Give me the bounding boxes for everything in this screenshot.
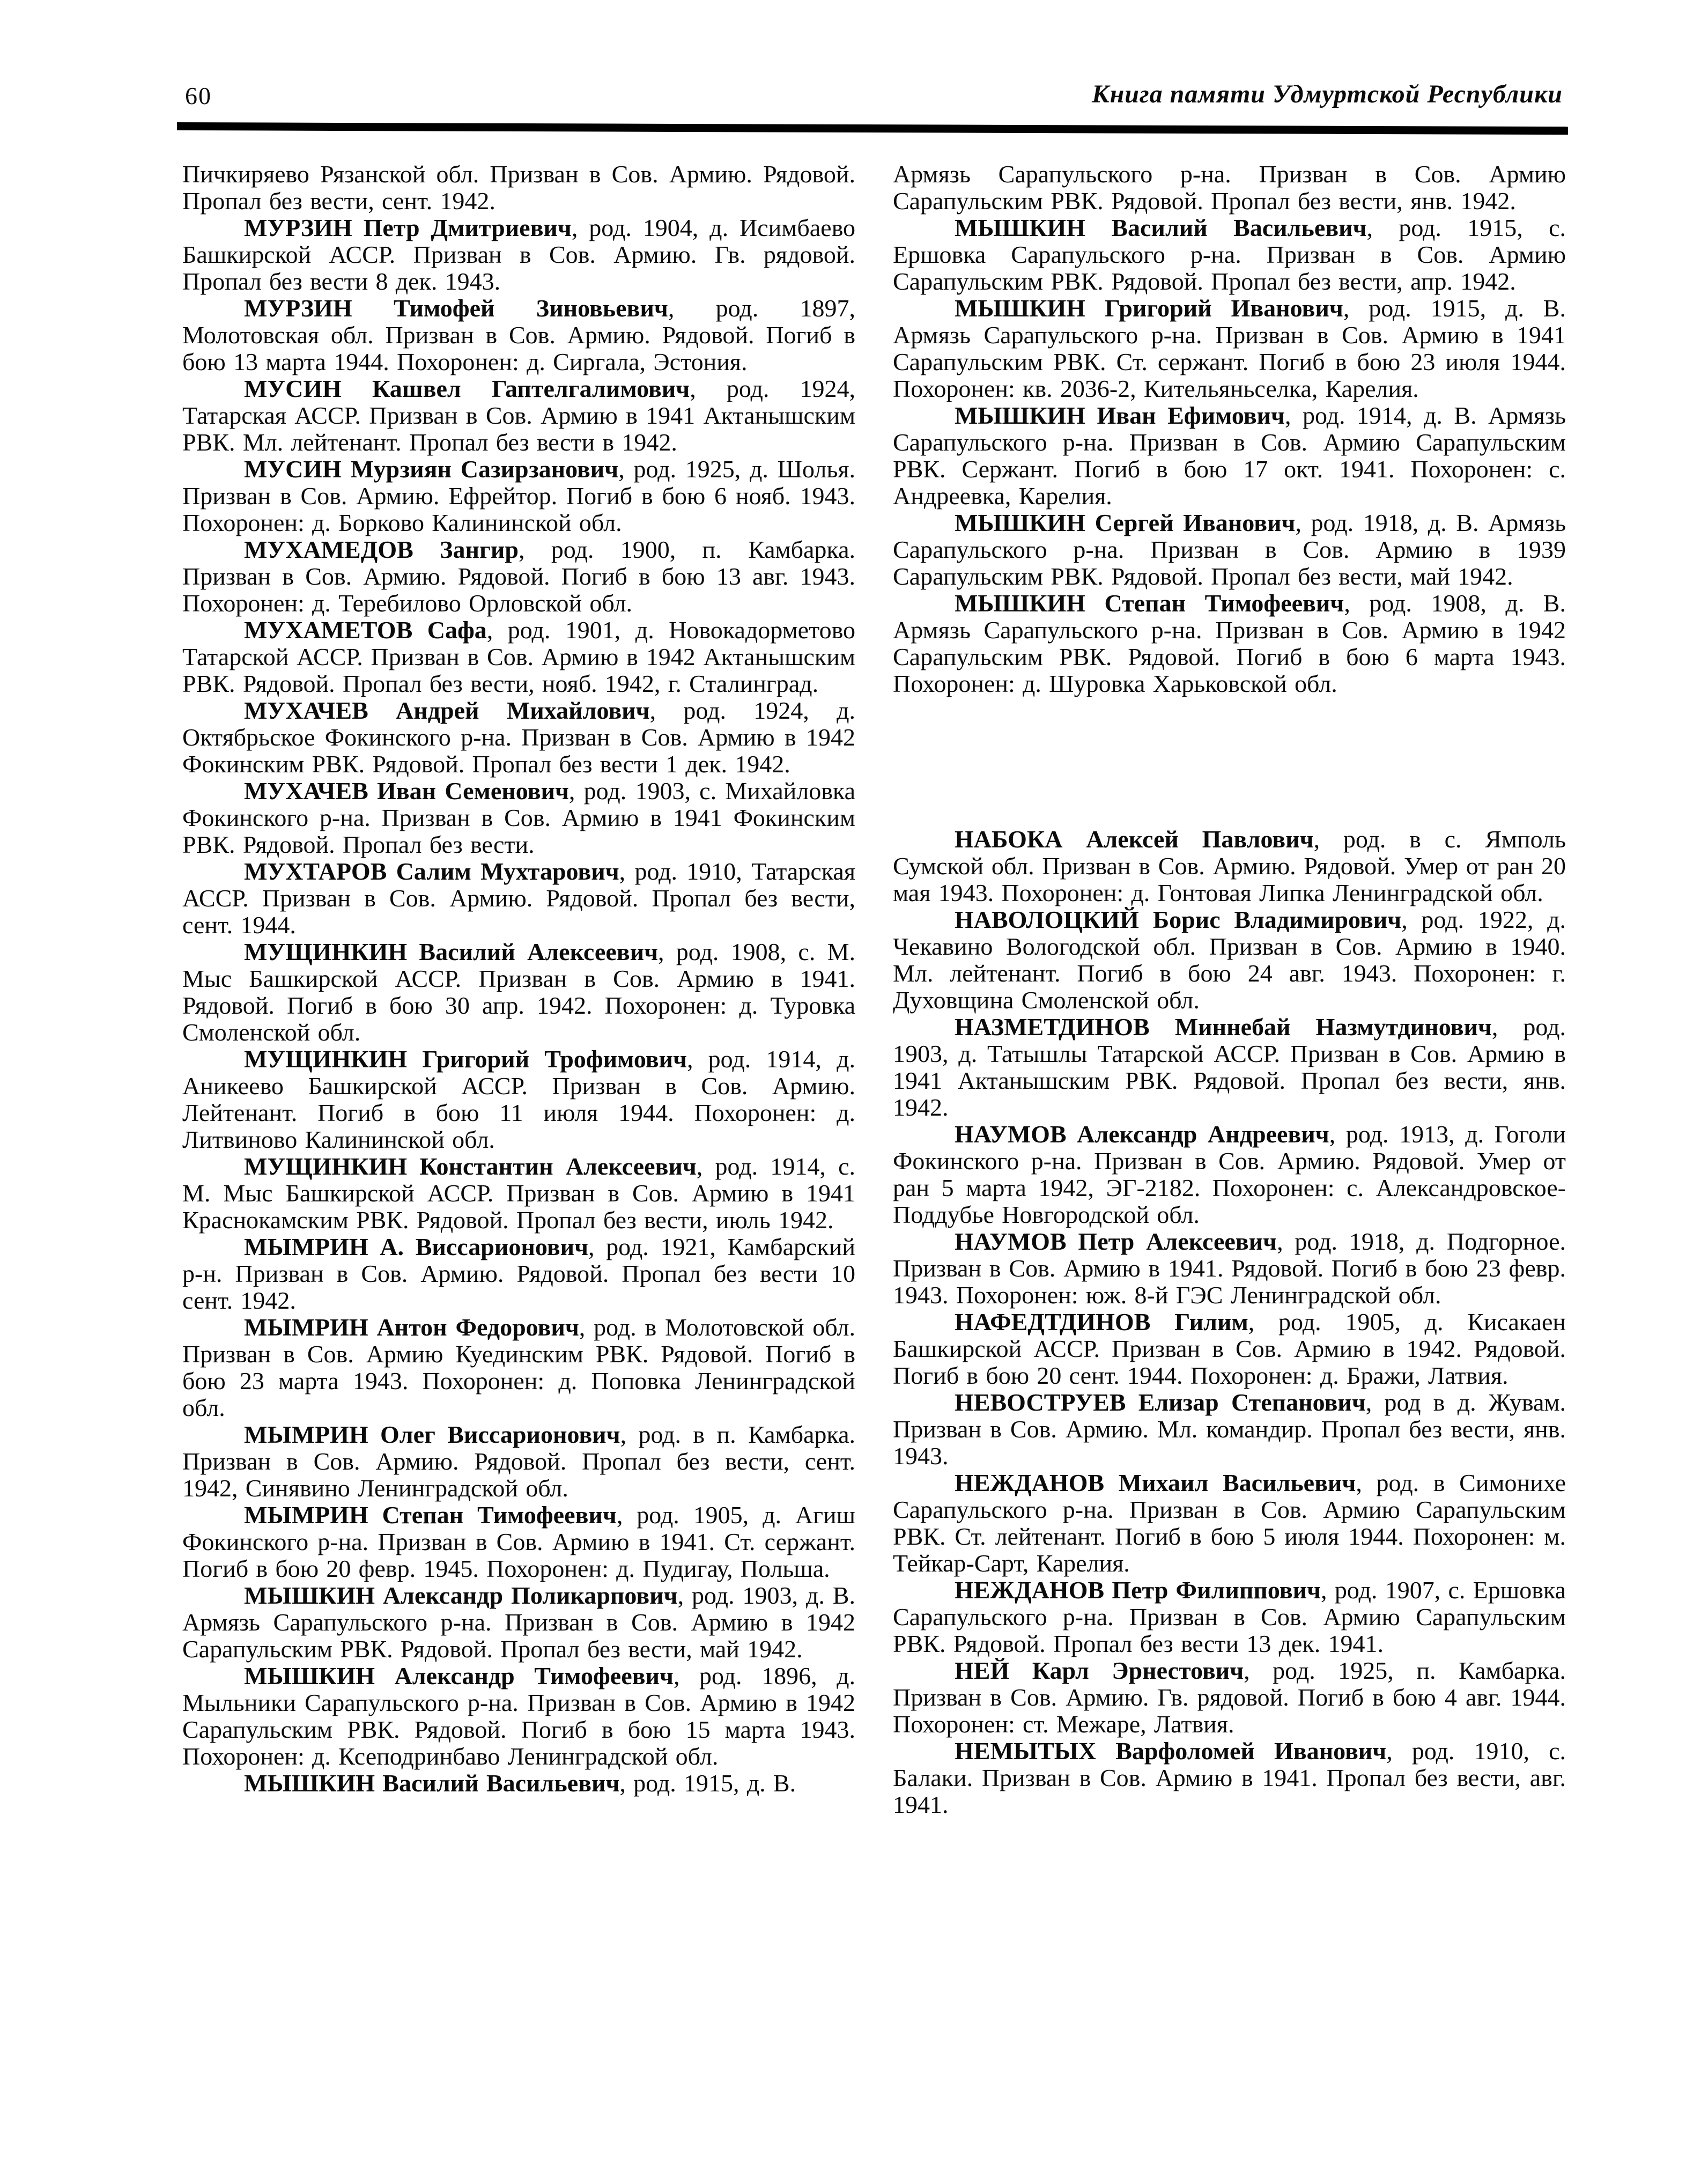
memorial-entry: НЕВОСТРУЕВ Елизар Степанович, род в д. Жувам. Призван в Сов. Армию. Мл. командир. Пропал без вести, янв. 1943. <box>893 1389 1566 1470</box>
running-title: Книга памяти Удмуртской Республики <box>1092 80 1563 108</box>
entry-name: НЕВОСТРУЕВ Елизар Степанович <box>955 1389 1366 1416</box>
memorial-entry: МУХАМЕТОВ Сафа, род. 1901, д. Новокадорметово Татарской АССР. Призван в Сов. Армию в 1942 Актанышским РВК. Рядовой. Пропал без вести, нояб. 1942, г. Сталинград. <box>182 616 855 697</box>
memorial-entry: МЫШКИН Василий Васильевич, род. 1915, д. В. <box>244 1769 796 1797</box>
entry-name: МУХАЧЕВ Иван Семенович <box>244 777 569 805</box>
entry-name: НЕМЫТЫХ Варфоломей Иванович <box>955 1737 1387 1765</box>
entry-name: МУРЗИН Тимофей Зиновьевич <box>244 294 668 322</box>
memorial-entry: МУХАМЕДОВ Зангир, род. 1900, п. Камбарка. Призван в Сов. Армию. Рядовой. Погиб в бою 13 авг. 1943. Похоронен: д. Теребилово Орловской обл. <box>182 536 856 617</box>
memorial-entry: Армязь Сарапульского р-на. Призван в Сов. Армию Сарапульским РВК. Рядовой. Пропал без вести, янв. 1942. <box>893 160 1566 215</box>
entry-name: МУХАЧЕВ Андрей Михайлович <box>244 697 650 724</box>
entry-name: МЫМРИН Антон Федорович <box>244 1314 579 1341</box>
memorial-entry: МЫШКИН Сергей Иванович, род. 1918, д. В. Армязь Сарапульского р-на. Призван в Сов. Армию в 1939 Сарапульским РВК. Рядовой. Пропал без вести, май 1942. <box>893 509 1566 590</box>
memorial-entry: НАВОЛОЦКИЙ Борис Владимирович, род. 1922, д. Чекавино Вологодской обл. Призван в Сов. Армию в 1940. Мл. лейтенант. Погиб в бою 24 авг. 1943. Похоронен: г. Духовщина Смоленской обл. <box>893 906 1566 1014</box>
entry-name: МЫМРИН Олег Виссарионович <box>244 1421 620 1448</box>
entry-name: МЫШКИН Василий Васильевич <box>244 1769 620 1797</box>
entry-name: МЫШКИН Александр Тимофеевич <box>244 1662 674 1689</box>
memorial-entry: МУЩИНКИН Константин Алексеевич, род. 1914, с. М. Мыс Башкирской АССР. Призван в Сов. Армию в 1941 Краснокамским РВК. Рядовой. Пропал без вести, июль 1942. <box>182 1153 855 1234</box>
page-number: 60 <box>185 82 212 109</box>
memorial-entry: МУСИН Кашвел Гаптелгалимович, род. 1924, Татарская АССР. Призван в Сов. Армию в 1941 Актанышским РВК. Мл. лейтенант. Пропал без вести в 1942. <box>182 375 855 456</box>
entry-name: НЕЖДАНОВ Петр Филиппович <box>955 1576 1321 1604</box>
memorial-entry: МЫШКИН Александр Тимофеевич, род. 1896, д. Мыльники Сарапульского р-на. Призван в Сов. Армию в 1942 Сарапульским РВК. Рядовой. Погиб в бою 15 марта 1943. Похоронен: д. Ксеподринбаво Ленинградской обл. <box>182 1662 856 1770</box>
memorial-entry: МЫМРИН Олег Виссарионович, род. в п. Камбарка. Призван в Сов. Армию. Рядовой. Пропал без вести, сент. 1942, Синявино Ленинградской обл. <box>182 1421 855 1502</box>
entry-name: МЫШКИН Сергей Иванович <box>955 509 1296 536</box>
memorial-entry: МЫМРИН Степан Тимофеевич, род. 1905, д. Агиш Фокинского р-на. Призван в Сов. Армию в 1941. Ст. сержант. Погиб в бою 20 февр. 1945. Похоронен: д. Пудигау, Польша. <box>182 1501 855 1582</box>
entry-name: МЫМРИН А. Виссарионович <box>244 1233 589 1260</box>
entry-name: МЫШКИН Иван Ефимович <box>955 402 1285 429</box>
entry-name: МУСИН Мурзиян Сазирзанович <box>244 455 619 483</box>
memorial-entry: МУСИН Мурзиян Сазирзанович, род. 1925, д. Шолья. Призван в Сов. Армию. Ефрейтор. Погиб в бою 6 нояб. 1943. Похоронен: д. Борково Калининской обл. <box>182 455 856 536</box>
memorial-entry: НАБОКА Алексей Павлович, род. в с. Ямполь Сумской обл. Призван в Сов. Армию. Рядовой. Умер от ран 20 мая 1943. Похоронен: д. Гонтовая Липка Ленинградской обл. <box>893 825 1566 906</box>
entry-name: МУХТАРОВ Салим Мухтарович <box>244 858 619 885</box>
entry-name: НАЗМЕТДИНОВ Миннебай Назмутдинович <box>955 1013 1492 1041</box>
entry-name: МУСИН Кашвел Гаптелгалимович <box>244 375 690 402</box>
entry-name: МЫШКИН Александр Поликарпович <box>244 1582 678 1609</box>
entry-name: НАВОЛОЦКИЙ Борис Владимирович <box>955 906 1402 933</box>
memorial-entry: МУЩИНКИН Василий Алексеевич, род. 1908, с. М. Мыс Башкирской АССР. Призван в Сов. Армию в 1941. Рядовой. Погиб в бою 30 апр. 1942. Похоронен: д. Туровка Смоленской обл. <box>182 938 855 1046</box>
entry-name: МЫШКИН Григорий Иванович <box>955 294 1343 322</box>
memorial-entry: НЕЙ Карл Эрнестович, род. 1925, п. Камбарка. Призван в Сов. Армию. Гв. рядовой. Погиб в бою 4 авг. 1944. Похоронен: ст. Межаре, Латвия. <box>893 1657 1566 1738</box>
memorial-entry: МУЩИНКИН Григорий Трофимович, род. 1914, д. Аникеево Башкирской АССР. Призван в Сов. Армию. Лейтенант. Погиб в бою 11 июля 1944. Похоронен: д. Литвиново Калининской обл. <box>182 1045 855 1153</box>
entry-name: МЫШКИН Степан Тимофеевич <box>955 589 1344 617</box>
left-column <box>182 161 855 1818</box>
memorial-entry: МЫШКИН Иван Ефимович, род. 1914, д. В. Армязь Сарапульского р-на. Призван в Сов. Армию Сарапульским РВК. Сержант. Погиб в бою 17 окт. 1941. Похоронен: с. Андреевка, Карелия. <box>893 402 1566 510</box>
header-rule <box>177 122 1568 135</box>
entry-name: НЕЖДАНОВ Михаил Васильевич <box>955 1469 1356 1496</box>
memorial-entry: МУХТАРОВ Салим Мухтарович, род. 1910, Татарская АССР. Призван в Сов. Армию. Рядовой. Пропал без вести, сент. 1944. <box>182 858 855 939</box>
memorial-entry: МУРЗИН Петр Дмитриевич, род. 1904, д. Исимбаево Башкирской АССР. Призван в Сов. Армию. Гв. рядовой. Пропал без вести 8 дек. 1943. <box>182 214 855 295</box>
memorial-entry: НЕЖДАНОВ Михаил Васильевич, род. в Симонихе Сарапульского р-на. Призван в Сов. Армию Сарапульским РВК. Ст. лейтенант. Погиб в бою 5 июля 1944. Похоронен: м. Тейкар-Сарт, Карелия. <box>893 1469 1566 1577</box>
entry-name: НЕЙ Карл Эрнестович <box>955 1657 1244 1684</box>
memorial-entry: МУХАЧЕВ Иван Семенович, род. 1903, с. Михайловка Фокинского р-на. Призван в Сов. Армию в 1941 Фокинским РВК. Рядовой. Пропал без вести. <box>182 777 855 858</box>
entry-name: МУЩИНКИН Василий Алексеевич <box>244 938 659 965</box>
memorial-entry: НЕМЫТЫХ Варфоломей Иванович, род. 1910, с. Балаки. Призван в Сов. Армию в 1941. Пропал без вести, авг. 1941. <box>893 1737 1566 1818</box>
memorial-entry: МЫМРИН А. Виссарионович, род. 1921, Камбарский р-н. Призван в Сов. Армию. Рядовой. Пропал без вести 10 сент. 1942. <box>182 1233 855 1314</box>
entry-name: НАУМОВ Петр Алексеевич <box>955 1228 1277 1255</box>
memorial-entry: МЫШКИН Василий Васильевич, род. 1915, с. Ершовка Сарапульского р-на. Призван в Сов. Армию Сарапульским РВК. Рядовой. Пропал без вести, апр. 1942. <box>893 214 1566 295</box>
right-column <box>893 161 1566 1818</box>
entry-name: МУРЗИН Петр Дмитриевич <box>244 214 572 241</box>
memorial-entry: НАУМОВ Петр Алексеевич, род. 1918, д. Подгорное. Призван в Сов. Армию в 1941. Рядовой. Погиб в бою 23 февр. 1943. Похоронен: юж. 8-й ГЭС Ленинградской обл. <box>893 1228 1566 1309</box>
entry-name: МУХАМЕДОВ Зангир <box>244 536 519 563</box>
entry-name: МЫШКИН Василий Васильевич <box>955 214 1367 241</box>
entry-name: НАБОКА Алексей Павлович <box>955 825 1314 853</box>
memorial-entry: НЕЖДАНОВ Петр Филиппович, род. 1907, с. Ершовка Сарапульского р-на. Призван в Сов. Армию Сарапульским РВК. Рядовой. Пропал без вести 13 дек. 1941. <box>893 1576 1566 1657</box>
memorial-entry: Пичкиряево Рязанской обл. Призван в Сов. Армию. Рядовой. Пропал без вести, сент. 1942. <box>182 160 855 215</box>
memorial-entry: НАУМОВ Александр Андреевич, род. 1913, д. Гоголи Фокинского р-на. Призван в Сов. Армию. Рядовой. Умер от ран 5 марта 1942, ЭГ-2182. Похоронен: с. Александровское-Поддубье Новгородской обл. <box>893 1120 1566 1228</box>
memorial-entry: НАФЕДТДИНОВ Гилим, род. 1905, д. Кисакаен Башкирской АССР. Призван в Сов. Армию в 1942. Рядовой. Погиб в бою 20 сент. 1944. Похоронен: д. Бражи, Латвия. <box>893 1308 1566 1389</box>
entry-name: МУЩИНКИН Григорий Трофимович <box>244 1045 687 1073</box>
entry-name: МУЩИНКИН Константин Алексеевич <box>244 1153 697 1180</box>
memorial-entry: МУРЗИН Тимофей Зиновьевич, род. 1897, Молотовская обл. Призван в Сов. Армию. Рядовой. Погиб в бою 13 марта 1944. Похоронен: д. Сиргала, Эстония. <box>182 294 855 375</box>
entry-name: НАФЕДТДИНОВ Гилим <box>955 1308 1248 1336</box>
entry-name: НАУМОВ Александр Андреевич <box>955 1120 1329 1148</box>
text-columns <box>182 161 1566 1818</box>
memorial-entry: НАЗМЕТДИНОВ Миннебай Назмутдинович, род. 1903, д. Татышлы Татарской АССР. Призван в Сов. Армию в 1941 Актанышским РВК. Рядовой. Пропал без вести, янв. 1942. <box>893 1013 1566 1121</box>
memorial-entry: МЫШКИН Александр Поликарпович, род. 1903, д. В. Армязь Сарапульского р-на. Призван в Сов. Армию в 1942 Сарапульским РВК. Рядовой. Пропал без вести, май 1942. <box>182 1582 855 1663</box>
memorial-entry: МЫШКИН Григорий Иванович, род. 1915, д. В. Армязь Сарапульского р-на. Призван в Сов. Армию в 1941 Сарапульским РВК. Ст. сержант. Погиб в бою 23 июля 1944. Похоронен: кв. 2036-2, Кительяньселка, Карелия. <box>893 294 1566 402</box>
entry-name: МУХАМЕТОВ Сафа <box>244 616 487 644</box>
memorial-entry: МЫШКИН Степан Тимофеевич, род. 1908, д. В. Армязь Сарапульского р-на. Призван в Сов. Армию в 1942 Сарапульским РВК. Рядовой. Погиб в бою 6 марта 1943. Похоронен: д. Шуровка Харьковской обл. <box>893 589 1566 697</box>
memorial-entry: МЫМРИН Антон Федорович, род. в Молотовской обл. Призван в Сов. Армию Куединским РВК. Рядовой. Погиб в бою 23 марта 1943. Похоронен: д. Поповка Ленинградской обл. <box>182 1314 855 1421</box>
entry-name: МЫМРИН Степан Тимофеевич <box>244 1501 617 1529</box>
memorial-entry: МУХАЧЕВ Андрей Михайлович, род. 1924, д. Октябрьское Фокинского р-на. Призван в Сов. Армию в 1942 Фокинским РВК. Рядовой. Пропал без вести 1 дек. 1942. <box>182 697 856 778</box>
